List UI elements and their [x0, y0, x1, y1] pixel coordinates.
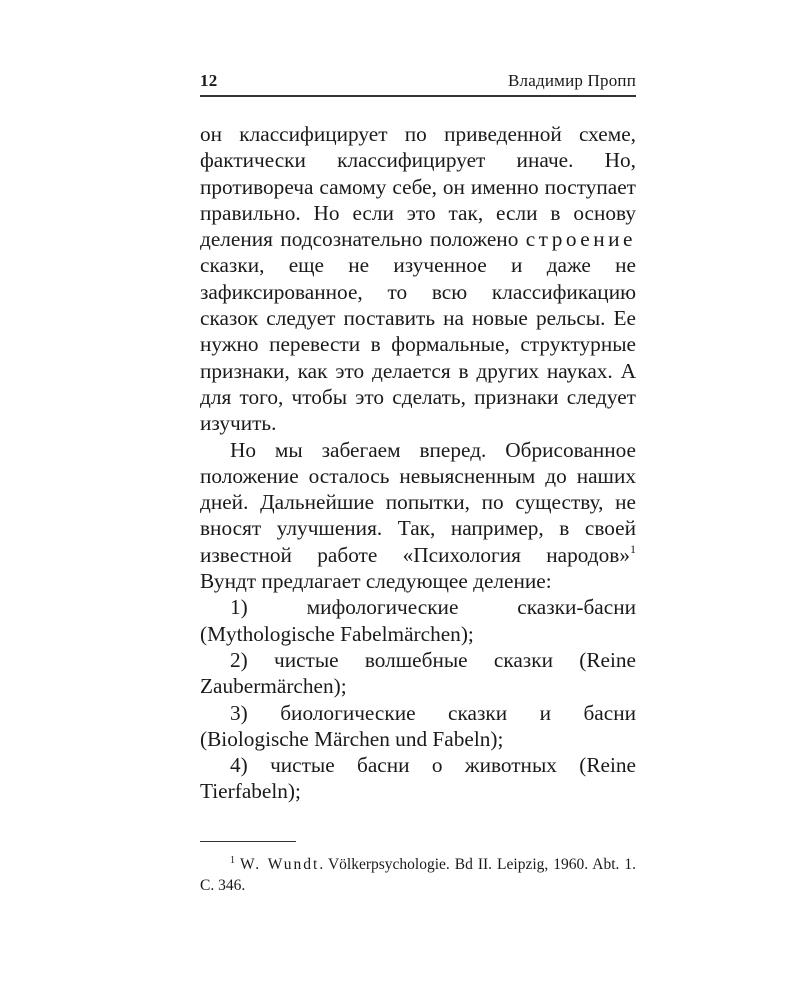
footnote-text: . Völkerpsychologie. Bd II. Leipzig, 1960. Abt. 1. C. 346. [200, 855, 637, 894]
book-page [200, 70, 636, 896]
paragraph-2-text: Но мы забегаем вперед. Обрисованное положение осталось невыясненным до наших дней. Дальнейшие попытки, по существу, не вносят улучшения. Так, например, в своей известной работе «Психология народов» [200, 437, 636, 567]
footnote-author: W. Wundt [240, 855, 320, 873]
list-item: 3) биологические сказки и басни (Biologische Märchen und Fabeln); [200, 700, 636, 751]
paragraph-1 [200, 121, 636, 437]
body-text [200, 121, 636, 805]
paragraph-2-tail: Вундт предлагает следующее деление: [200, 569, 552, 594]
list-item: 2) чистые волшебные сказки (Reine Zaubermärchen); [200, 647, 636, 699]
paragraph-1-text-a: он классифицирует по приведенной схеме, фактически классифицирует иначе. Но, противореча самому себе, он именно поступает правильно. Но если это так, если в основу деления подсознательно положено [200, 122, 636, 252]
running-header [200, 70, 636, 97]
running-author: Владимир Пропп [508, 71, 636, 90]
list-item: 1) мифологические сказки-басни (Mythologische Fabelmärchen); [200, 595, 636, 646]
footnote [200, 854, 636, 896]
paragraph-2 [200, 437, 636, 595]
emphasis-word: строение [525, 227, 636, 252]
list-item: 4) чистые басни о животных (Reine Tierfabeln); [200, 753, 636, 804]
footnote-reference[interactable]: 1 [630, 541, 636, 556]
page-number: 12 [200, 71, 218, 90]
paragraph-1-text-b: сказки, еще не изученное и даже не зафиксированное, то всю классификацию сказок следует поставить на новые рельсы. Ее нужно перевести в формальные, структурные признаки, как это делается в других науках. А для того, чтобы это сделать, признаки следует изучить. [200, 253, 636, 436]
footnote-marker: 1 [230, 854, 235, 866]
footnote-divider [200, 841, 296, 842]
